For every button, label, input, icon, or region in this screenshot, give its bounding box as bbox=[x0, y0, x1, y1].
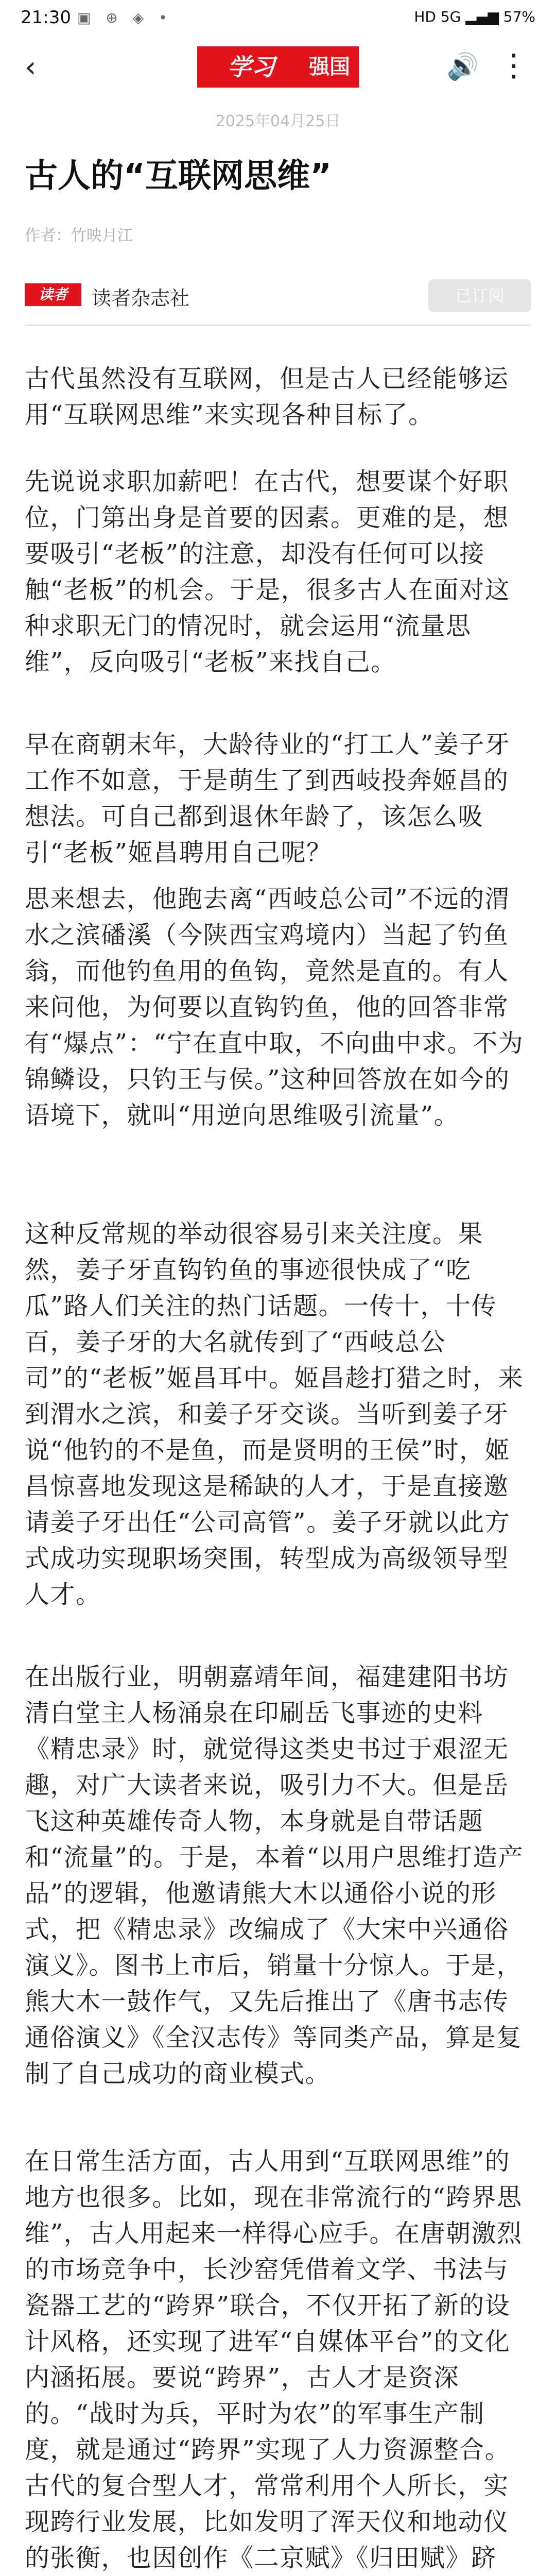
system-status: HD 5G ▂▄▆ 57% bbox=[414, 8, 535, 25]
logo-main: 学习 bbox=[197, 46, 305, 88]
notification-icons: ▣ ⊕ ◈ • bbox=[77, 9, 172, 26]
article-meta bbox=[25, 223, 153, 245]
paragraph: 古代虽然没有互联网，但是古人已经能够运用“互联网思维”来实现各种目标了。 bbox=[25, 364, 509, 429]
status-time: 21:30 bbox=[21, 7, 71, 28]
app-logo bbox=[197, 46, 359, 88]
paragraph: 思来想去，他跑去离“西岐总公司”不远的渭水之滨磻溪（今陕西宝鸡境内）当起了钓鱼翁，而他钓鱼用的鱼钩，竟然是直的。有人来问他，为何要以直钩钓鱼，他的回答非常有“爆点”：“宁在直中取，不向曲中求。不为锦鳞设，只钓王与侯。”这种回答放在如今的语境下，就叫“用逆向思维吸引流量”。 bbox=[25, 885, 524, 1130]
paragraph: 先说说求职加薪吧！在古代，想要谋个好职位，门第出身是首要的因素。更难的是，想要吸引“老板”的注意，却没有任何可以接触“老板”的机会。于是，很多古人在面对这种求职无门的情况时，就会运用“流量思维”，反向吸引“老板”来找自己。 bbox=[25, 467, 511, 676]
top-nav bbox=[0, 36, 556, 130]
back-icon[interactable]: ‹ bbox=[25, 50, 37, 84]
paragraph: 在日常生活方面，古人用到“互联网思维”的地方也很多。比如，现在非常流行的“跨界思维”，古人用起来一样得心应手。在唐朝激烈的市场竞争中，长沙窑凭借着文学、书法与瓷器工艺的“跨界”联合，不仅开拓了新的设计风格，还实现了进军“自媒体平台”的文化内涵拓展。要说“跨界”，古人才是资深的。“战时为兵，平时为农”的军事生产制度，就是通过“跨界”实现了人力资源整合。古代的复合型人才，常常利用个人所长，实现跨行业发展，比如发明了浑天仪和地动仪的张衡，也因创作《二京赋》《归田赋》跻 bbox=[25, 2147, 523, 2572]
follow-button[interactable]: 已订阅 bbox=[428, 279, 531, 312]
speaker-icon[interactable]: 🔊 bbox=[446, 52, 479, 81]
paragraph: 早在商朝末年，大龄待业的“打工人”姜子牙工作不如意，于是萌生了到西岐投奔姬昌的想法。可自己都到退休年龄了，该怎么吸引“老板”姬昌聘用自己呢？ bbox=[25, 730, 511, 867]
paragraph: 在出版行业，明朝嘉靖年间，福建建阳书坊清白堂主人杨涌泉在印刷岳飞事迹的史料《精忠录》时，就觉得这类史书过于艰涩无趣，对广大读者来说，吸引力不大。但是岳飞这种英雄传奇人物，本身就是自带话题和“流量”的。于是，本着“以用户思维打造产品”的逻辑，他邀请熊大木以通俗小说的形式，把《精忠录》改编成了《大宋中兴通俗演义》。图书上市后，销量十分惊人。于是，熊大木一鼓作气，又先后推出了《唐书志传通俗演义》《全汉志传》等同类产品，算是复制了自己成功的商业模式。 bbox=[25, 1663, 524, 2088]
article-title: 古人的“互联网思维” bbox=[25, 157, 332, 195]
source-row bbox=[25, 268, 531, 326]
paragraph: 这种反常规的举动很容易引来关注度。果然，姜子牙直钩钓鱼的事迹很快成了“吃瓜”路人们关注的热门话题。一传十，十传百，姜子牙的大名就传到了“西岐总公司”的“老板”姬昌耳中。姬昌趁打猎之时，来到渭水之滨，和姜子牙交谈。当听到姜子牙说“他钓的不是鱼，而是贤明的王侯”时，姬昌惊喜地发现这是稀缺的人才，于是直接邀请姜子牙出任“公司高管”。姜子牙就以此方式成功实现职场突围，转型成为高级领导型人才。 bbox=[25, 1219, 524, 1609]
source-name[interactable]: 读者杂志社 bbox=[92, 287, 190, 310]
author-label: 作者：竹映月江 bbox=[25, 227, 133, 245]
logo-sub: 强国 bbox=[300, 46, 359, 88]
status-bar bbox=[0, 0, 556, 36]
more-icon[interactable]: ⋮ bbox=[498, 47, 529, 83]
source-logo: 读者 bbox=[25, 283, 81, 306]
publish-date: 2025年04月25日 bbox=[215, 112, 341, 130]
